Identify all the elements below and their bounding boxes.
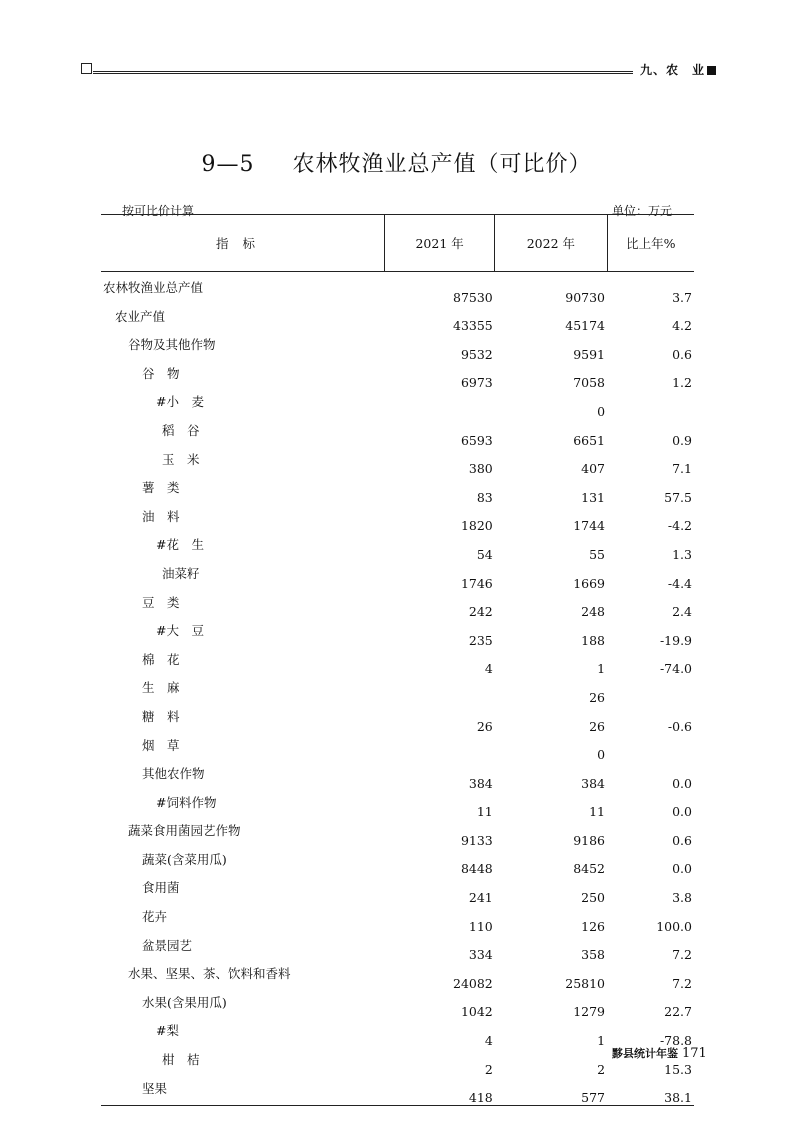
table-row [101, 419, 694, 448]
cell-2021: 1746 [460, 575, 493, 591]
cell-2021 [385, 734, 495, 763]
cell-change-pct: -19.9 [659, 632, 692, 648]
table-header-row [101, 215, 694, 272]
cell-change-pct: 7.1 [672, 461, 692, 477]
table-row [101, 505, 694, 534]
header-rule [93, 71, 633, 72]
table-row [101, 619, 694, 648]
cell-2022: 358 [581, 947, 606, 963]
page-footer [612, 1045, 707, 1061]
row-label: 柑 桔 [162, 1052, 200, 1068]
cell-change-pct: 2.4 [672, 604, 692, 620]
row-label: 农林牧渔业总产值 [103, 280, 204, 295]
table-row [101, 272, 694, 305]
page-number: 171 [682, 1046, 707, 1061]
header-rule-double [93, 73, 633, 74]
cell-2022: 90730 [565, 289, 606, 305]
cell-2021: 8448 [460, 861, 493, 877]
table-row [101, 762, 694, 791]
table-row [101, 1077, 694, 1106]
header-indicator: 指标 [101, 215, 385, 272]
cell-change-pct: 0.0 [672, 861, 692, 877]
row-label: 谷 物 [142, 365, 180, 381]
table-row [101, 591, 694, 620]
cell-2022: 407 [581, 461, 606, 477]
row-label: 食用菌 [142, 880, 180, 896]
cell-2022: 8452 [573, 861, 606, 877]
page-title [0, 147, 793, 178]
cell-2021: 418 [385, 1077, 495, 1106]
table-row [101, 905, 694, 934]
cell-2021: 380 [468, 461, 493, 477]
footer-book-title: 黟县统计年鉴 [612, 1047, 678, 1060]
statistics-table [101, 214, 694, 1106]
cell-change-pct: 4.2 [672, 318, 692, 334]
row-label: #大 豆 [156, 623, 204, 639]
table-row [101, 876, 694, 905]
cell-change-pct: 0.9 [672, 432, 692, 448]
cell-2022: 26 [589, 689, 606, 705]
row-label: 盆景园艺 [142, 937, 193, 953]
table-row [101, 705, 694, 734]
table-row [101, 819, 694, 848]
row-label: 花卉 [142, 909, 168, 925]
table-row [101, 533, 694, 562]
cell-2021: 1042 [460, 1004, 493, 1020]
cell-change-pct: 1.2 [672, 375, 692, 391]
cell-2022: 11 [589, 804, 606, 820]
row-label: #小 麦 [156, 394, 204, 410]
table-row [101, 390, 694, 419]
table-row [101, 476, 694, 505]
cell-change-pct: 1.3 [672, 546, 692, 562]
cell-change-pct: 3.8 [672, 890, 692, 906]
cell-change-pct [607, 734, 694, 763]
cell-change-pct: -0.6 [667, 718, 692, 734]
row-label: 其他农作物 [142, 766, 205, 782]
cell-2021: 242 [468, 604, 493, 620]
table-row [101, 991, 694, 1020]
cell-2021: 83 [476, 489, 493, 505]
chapter-header [640, 61, 716, 78]
cell-change-pct: 7.2 [672, 975, 692, 991]
row-label: 水果(含果用瓜) [142, 994, 227, 1010]
row-label: #饲料作物 [156, 794, 217, 810]
cell-2022: 577 [495, 1077, 607, 1106]
table-row [101, 1048, 694, 1077]
header-change-pct: 比上年% [607, 215, 694, 272]
cell-change-pct: 57.5 [664, 489, 692, 505]
table-row [101, 333, 694, 362]
table-row [101, 676, 694, 705]
cell-2021: 384 [468, 775, 493, 791]
cell-2021: 1820 [460, 518, 493, 534]
row-label: 玉 米 [162, 451, 200, 467]
cell-2021: 9532 [460, 346, 493, 362]
cell-2021: 26 [476, 718, 493, 734]
cell-change-pct: 0.6 [672, 346, 692, 362]
cell-2022: 7058 [573, 375, 606, 391]
cell-2022: 0 [597, 403, 606, 419]
unit-note: 单位：万元 [612, 204, 673, 218]
table-body [101, 272, 694, 1106]
cell-change-pct: -4.4 [667, 575, 692, 591]
cell-2022: 250 [581, 890, 606, 906]
cell-2022: 1279 [573, 1004, 606, 1020]
row-label: 豆 类 [142, 594, 180, 610]
table-row [101, 562, 694, 591]
cell-2022: 126 [581, 918, 606, 934]
chapter-label: 九、农 业 [640, 63, 706, 77]
table-number: 9—5 [201, 152, 255, 177]
cell-change-pct: 38.1 [607, 1077, 694, 1106]
table-row [101, 848, 694, 877]
table-row [101, 448, 694, 477]
table-row [101, 648, 694, 677]
row-label: 蔬菜(含菜用瓜) [142, 851, 227, 867]
cell-2021: 54 [476, 546, 493, 562]
cell-change-pct: 15.3 [664, 1061, 692, 1077]
cell-change-pct: 100.0 [656, 918, 692, 934]
cell-2021: 87530 [453, 289, 493, 305]
row-label: 坚果 [101, 1077, 385, 1106]
cell-2021 [385, 390, 495, 419]
row-label: 糖 料 [142, 708, 180, 724]
cell-change-pct: 0.0 [672, 804, 692, 820]
header-square-icon [707, 66, 716, 75]
header-box-icon [81, 63, 92, 74]
row-label: 农业产值 [115, 308, 166, 324]
table-row [101, 362, 694, 391]
cell-2022: 9591 [573, 346, 606, 362]
cell-2021: 2 [484, 1061, 493, 1077]
row-label: 谷物及其他作物 [128, 337, 216, 353]
cell-change-pct: -4.2 [667, 518, 692, 534]
cell-2022: 0 [597, 747, 606, 763]
cell-2022: 45174 [565, 318, 606, 334]
header-2022: 2022 年 [495, 215, 607, 272]
cell-2021: 6593 [460, 432, 493, 448]
table-row [101, 305, 694, 334]
row-label: 蔬菜食用菌园艺作物 [128, 823, 241, 839]
cell-change-pct: 7.2 [672, 947, 692, 963]
header-2021: 2021 年 [385, 215, 495, 272]
row-label: 烟 草 [142, 737, 180, 753]
cell-change-pct: -78.8 [659, 1033, 692, 1049]
cell-2021: 110 [468, 918, 493, 934]
cell-change-pct [607, 390, 694, 419]
cell-2021: 9133 [460, 832, 493, 848]
row-label: 生 麻 [142, 680, 180, 696]
row-label: 棉 花 [142, 651, 180, 667]
cell-2022: 248 [581, 604, 606, 620]
cell-2022: 25810 [565, 975, 606, 991]
row-label: 水果、坚果、茶、饮料和香料 [128, 966, 291, 982]
table-row [101, 962, 694, 991]
cell-2021: 4 [484, 1033, 493, 1049]
cell-2022: 188 [581, 632, 606, 648]
cell-2022: 26 [589, 718, 606, 734]
cell-2021: 11 [476, 804, 493, 820]
cell-2021: 43355 [453, 318, 493, 334]
row-label: 油菜籽 [162, 565, 200, 581]
cell-2022: 2 [597, 1061, 606, 1077]
cell-change-pct: -74.0 [659, 661, 692, 677]
cell-2021: 4 [484, 661, 493, 677]
cell-2022: 1 [597, 1033, 606, 1049]
cell-2021 [385, 676, 495, 705]
cell-2021: 6973 [460, 375, 493, 391]
cell-2021: 241 [468, 890, 493, 906]
row-label: #梨 [156, 1023, 179, 1039]
cell-2022: 384 [581, 775, 606, 791]
calc-note: 按可比价计算 [122, 204, 195, 218]
cell-change-pct [607, 676, 694, 705]
table-row [101, 934, 694, 963]
cell-change-pct: 3.7 [672, 289, 692, 305]
cell-change-pct: 22.7 [664, 1004, 692, 1020]
cell-2022: 1 [597, 661, 606, 677]
cell-2021: 235 [468, 632, 493, 648]
row-label: 油 料 [142, 508, 180, 524]
cell-2022: 6651 [573, 432, 606, 448]
cell-2022: 55 [589, 546, 606, 562]
table-title: 农林牧渔业总产值（可比价） [292, 152, 592, 177]
cell-2022: 1669 [573, 575, 606, 591]
cell-2021: 334 [468, 947, 493, 963]
row-label: 薯 类 [142, 480, 180, 496]
row-label: 稻 谷 [162, 422, 200, 438]
table-row [101, 791, 694, 820]
cell-2022: 1744 [573, 518, 606, 534]
cell-change-pct: 0.0 [672, 775, 692, 791]
cell-change-pct: 0.6 [672, 832, 692, 848]
table-row [101, 1019, 694, 1048]
cell-2022: 131 [581, 489, 606, 505]
cell-2022: 9186 [573, 832, 606, 848]
cell-2021: 24082 [453, 975, 493, 991]
row-label: #花 生 [156, 537, 204, 553]
table-row [101, 734, 694, 763]
